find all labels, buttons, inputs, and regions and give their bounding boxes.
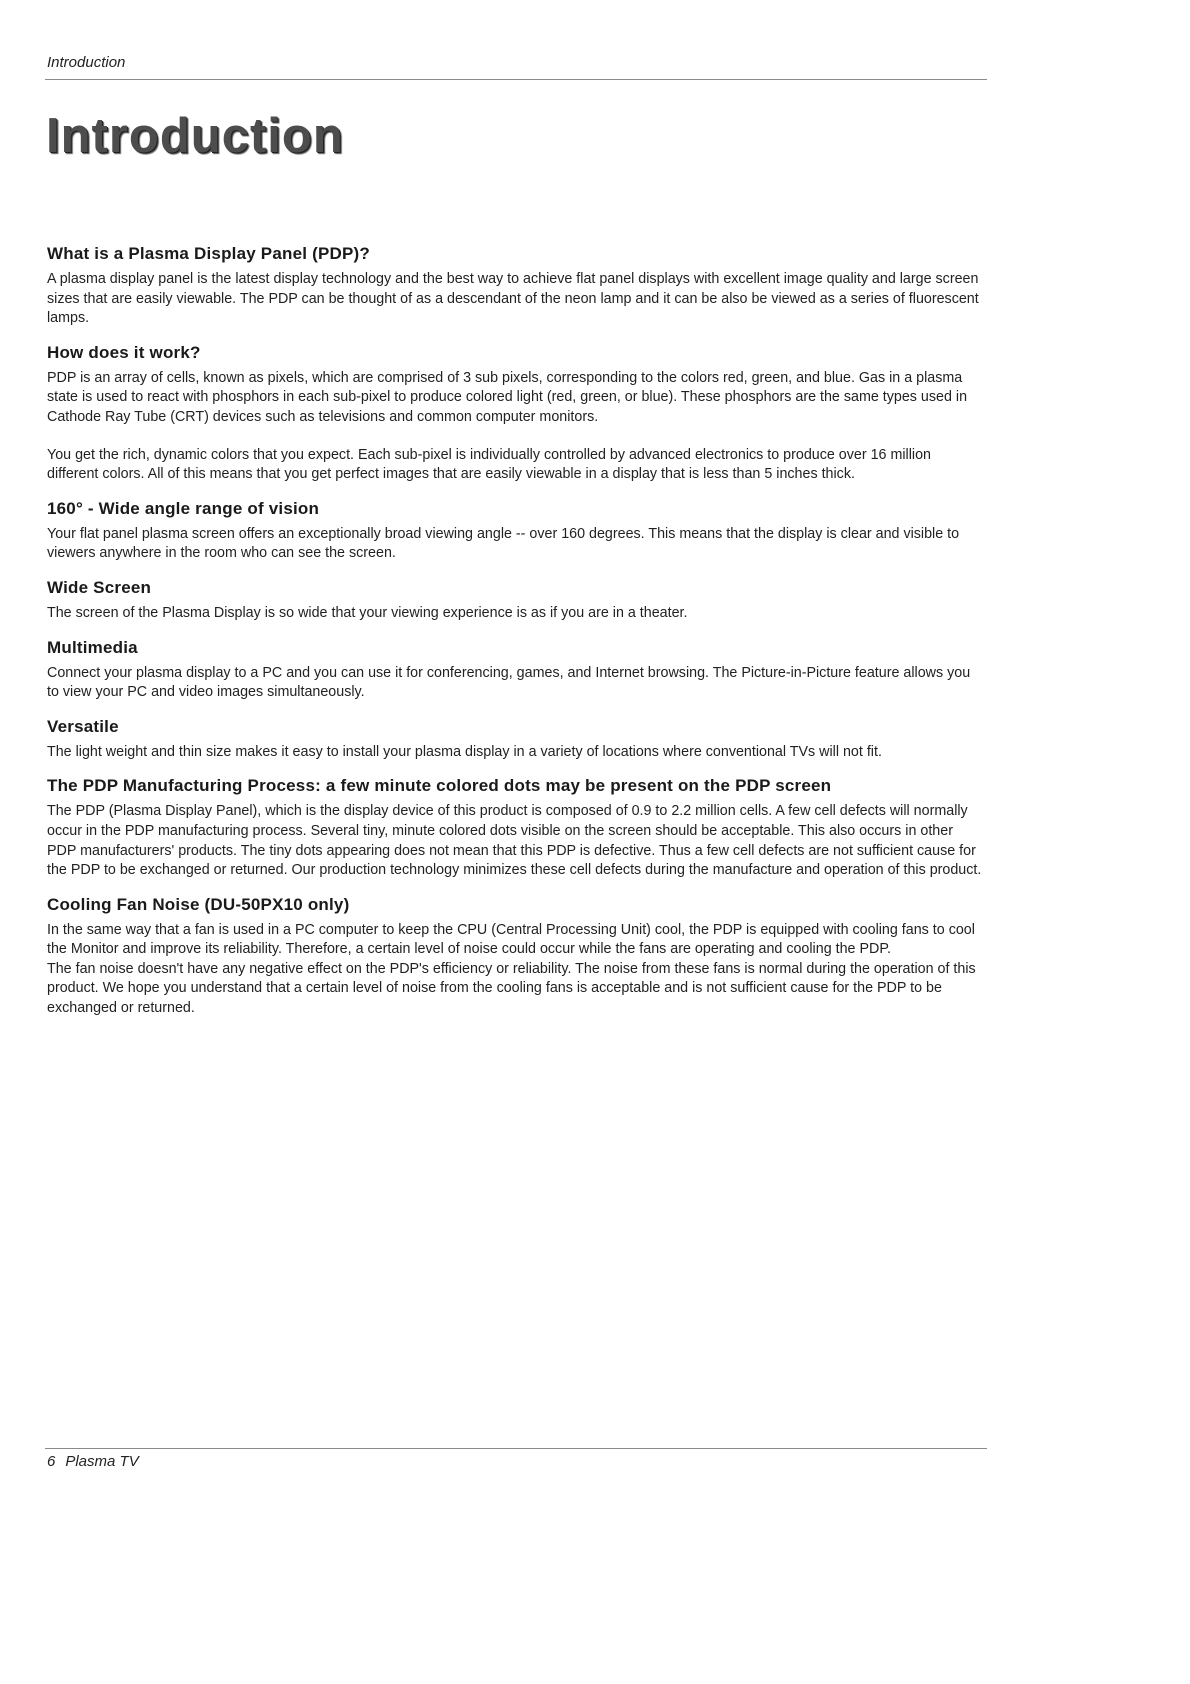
section-paragraph: PDP is an array of cells, known as pixels, which are comprised of 3 sub pixels, corresponding to the colors red, green, and blue. Gas in a plasma state is used to react with phosphors in each sub-pixel to produce colored light (red, green, or blue). These phosphors are the same types used in Cathode Ray Tube (CRT) devices such as televisions and common computer monitors. bbox=[47, 369, 968, 425]
section-paragraph: The screen of the Plasma Display is so wide that your viewing experience is as if you are in a theater. bbox=[47, 604, 688, 621]
section-paragraph: Connect your plasma display to a PC and you can use it for conferencing, games, and Internet browsing. The Picture-in-Picture feature allows you to view your PC and video images simultaneously. bbox=[47, 664, 971, 701]
section-heading: Cooling Fan Noise (DU-50PX10 only) bbox=[47, 894, 350, 914]
section-heading: Multimedia bbox=[47, 637, 138, 657]
product-name: Plasma TV bbox=[65, 1453, 139, 1470]
running-footer bbox=[47, 1453, 139, 1470]
section-heading: Wide Screen bbox=[47, 577, 152, 597]
section-wide-screen bbox=[47, 578, 984, 624]
page-title: Introduction bbox=[46, 109, 344, 163]
section-how-it-works bbox=[47, 343, 984, 485]
section-wide-angle bbox=[47, 499, 984, 564]
section-paragraph: Your flat panel plasma screen offers an exceptionally broad viewing angle -- over 160 degrees. This means that the display is clear and visible to viewers anywhere in the room who can see the screen. bbox=[47, 525, 960, 562]
section-what-is-pdp bbox=[47, 244, 984, 329]
section-heading: What is a Plasma Display Panel (PDP)? bbox=[47, 244, 370, 263]
section-paragraph: A plasma display panel is the latest display technology and the best way to achieve flat panel displays with excellent image quality and large screen sizes that are easily viewable. The PDP can be thought of as a descendant of the neon lamp and it can be also be viewed as a series of fluorescent lamps. bbox=[47, 271, 979, 327]
section-manufacturing-process bbox=[47, 776, 984, 880]
content-body bbox=[47, 244, 984, 1033]
section-versatile bbox=[47, 717, 984, 763]
section-paragraph: You get the rich, dynamic colors that you expect. Each sub-pixel is individually controlled by advanced electronics to produce over 16 million different colors. All of this means that you get perfect images that are easily viewable in a display that is less than 5 inches thick. bbox=[47, 446, 931, 483]
header-divider bbox=[45, 79, 987, 80]
section-cooling-fan-noise bbox=[47, 895, 984, 1019]
section-paragraph: The light weight and thin size makes it easy to install your plasma display in a variety of locations where conventional TVs will not fit. bbox=[47, 743, 882, 760]
section-heading: The PDP Manufacturing Process: a few minute colored dots may be present on the PDP screen bbox=[47, 776, 832, 796]
section-heading: Versatile bbox=[47, 716, 119, 736]
footer-divider bbox=[45, 1448, 987, 1449]
running-header: Introduction bbox=[47, 54, 126, 71]
section-multimedia bbox=[47, 638, 984, 703]
section-paragraph: The PDP (Plasma Display Panel), which is the display device of this product is composed of 0.9 to 2.2 million cells. A few cell defects will normally occur in the PDP manufacturing process. Several tiny, minute colored dots visible on the screen should be acceptable. This also occurs in other PDP manufacturers' products. The tiny dots appearing does not mean that this PDP is defective. Thus a few cell defects are not sufficient cause for the PDP to be exchanged or returned. Our production technology minimizes these cell defects during the manufacture and operation of this product. bbox=[47, 803, 982, 879]
section-paragraph: In the same way that a fan is used in a PC computer to keep the CPU (Central Processing Unit) cool, the PDP is equipped with cooling fans to cool the Monitor and improve its reliability. Therefore, a certain level of noise could occur while the fans are operating and cooling the PDP. bbox=[47, 921, 975, 958]
page-number: 6 bbox=[47, 1453, 56, 1470]
section-heading: How does it work? bbox=[47, 342, 201, 362]
section-heading: 160° - Wide angle range of vision bbox=[47, 498, 320, 518]
section-paragraph: The fan noise doesn't have any negative effect on the PDP's efficiency or reliability. The noise from these fans is normal during the operation of this product. We hope you understand that a certain level of noise from the cooling fans is acceptable and is not sufficient cause for the PDP to be exchanged or returned. bbox=[47, 960, 976, 1017]
